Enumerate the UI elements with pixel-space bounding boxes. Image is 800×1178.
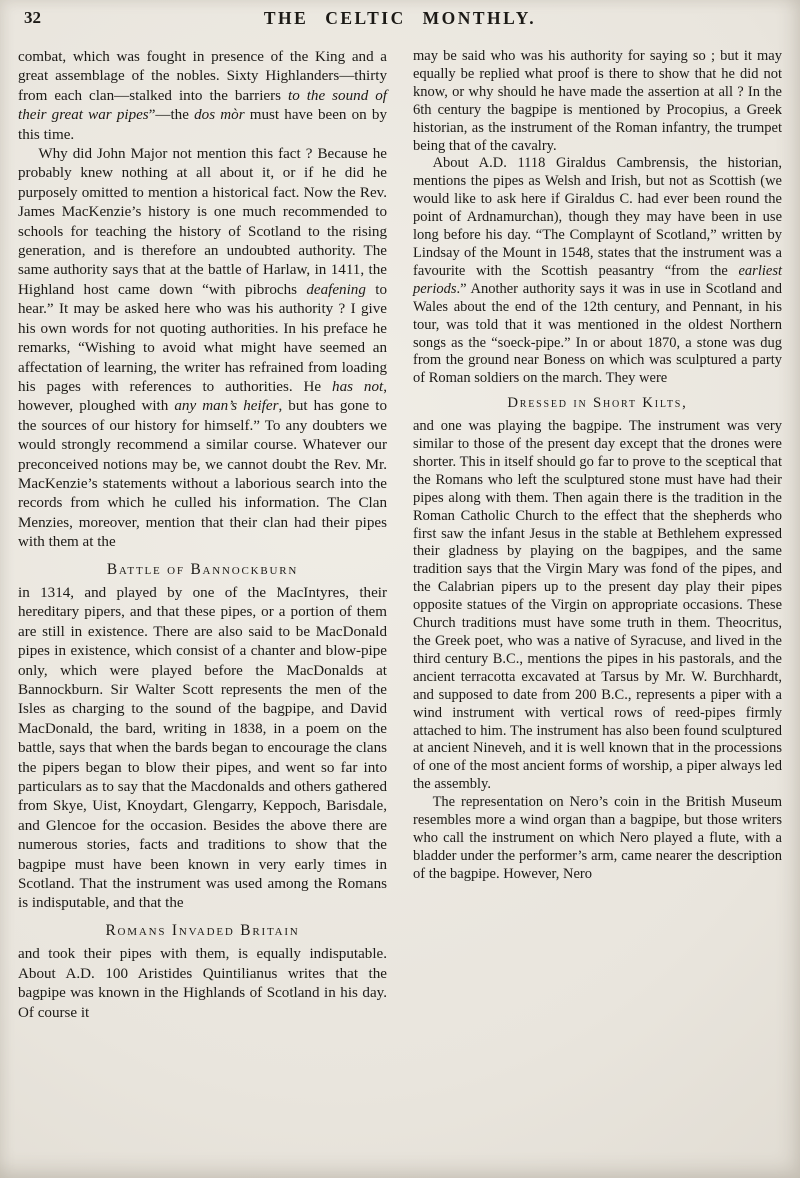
page-title: THE CELTIC MONTHLY. [263,8,537,28]
italic-text: deafening [306,281,366,298]
paragraph: About A.D. 1118 Giraldus Cambrensis, the historian, mentions the pipes as Welsh and Irish, but not as Scottish (we would like to ask here if Giraldus C. had ever been round the point of Ardnamurchan), though they may have been in use long before his day. “The Complaynt of Scotland,” written by Lindsay of the Mount in 1548, states that the instrument was a favourite with the Scottish peasantry “from the earliest periods.” Another authority says it was in use in Scotland and Wales about the end of the 12th century, and Pennant, in his tour, was told that it was mentioned in the oldest Northern songs as the “soeck-pipe.” In or about 1870, a stone was dug from the ground near Boness on which was sculptured a party of Roman soldiers on the march. They were [413,155,782,387]
two-column-body [0,42,800,1023]
section-heading: Romans Invaded Britain [105,921,300,939]
page-header [0,0,800,42]
italic-text: dos mòr [194,107,245,124]
italic-text: to the sound of their great war pipes [18,87,387,124]
left-column [18,48,387,1023]
right-column [413,48,782,1023]
page-number: 32 [24,8,41,27]
italic-text: earliest periods [413,262,782,297]
paragraph: The representation on Nero’s coin in the British Museum resembles more a wind organ than a bagpipe, but those writers who call the instrument on which Nero played a flute, with a bladder under the performer’s arm, came nearer the description of the bagpipe. However, Nero [413,794,782,882]
paragraph: in 1314, and played by one of the MacIntyres, their hereditary pipers, and that these pipes, or a portion of them are still in existence. There are also said to be MacDonald pipes in existence, which consist of a chanter and blow-pipe only, which were played before the MacDonalds at Bannockburn. Sir Walter Scott represents the men of the Isles as charging to the sound of the bagpipe, and David MacDonald, the bard, writing in 1838, in a poem on the battle, says that when the bards began to encourage the clans the pipers began to blow their pipes, and went so far into particulars as to say that the Macdonalds and others gathered from Skye, Uist, Knoydart, Glengarry, Keppoch, Barisdale, and Glencoe for the occasion. Besides the above there are numerous stories, facts and traditions to show that the bagpipe must have been known in very early times in Scotland. That the instrument was used among the Romans is indisputable, and that the [18,584,387,912]
paragraph: may be said who was his authority for saying so ; but it may equally be replied what proof is there to show that he did not know, or why should he have made the assertion at all ? In the 6th century the bagpipe is mentioned by Procopius, a Greek historian, as the instrument of the Roman infantry, the trumpet being that of the cavalry. [413,48,782,154]
section-heading: Dressed in Short Kilts, [507,395,688,412]
paragraph: and took their pipes with them, is equally indisputable. About A.D. 100 Aristides Quintilianus writes that the bagpipe was known in the Highlands of Scotland in his day. Of course it [18,946,387,1021]
italic-text: any man’s heifer [174,398,279,415]
paragraph: and one was playing the bagpipe. The instrument was very similar to those of the present day except that the drones were shorter. This in itself should go far to prove to the sceptical that the Romans who left the sculptured stone must have had their pipes along with them. Then again there is the tradition in the Roman Catholic Church to the effect that the shepherds who first saw the infant Jesus in the stable at Bethlehem expressed their gladness by playing on the bagpipes, and the same tradition says that the Virgin Mary was fond of the pipes, and the Calabrian pipers up to the present day play their pipes opposite statues of the Virgin on appropriate occasions. These Church traditions must have some truth in them. Theocritus, the Greek poet, who was a native of Syracuse, and lived in the third century B.C., mentions the pipes in his pastorals, and the ancient terracotta excavated at Tarsus by Mr. W. Burchhardt, and supposed to date from 200 B.C., represents a piper with a wind instrument with vertical rows of reed-pipes firmly attached to him. The instrument has also been found sculptured at ancient Nineveh, and it is well known that in the processions of one of the most ancient forms of worship, a piper always led the assembly. [413,418,782,793]
section-heading: Battle of Bannockburn [106,560,299,578]
paragraph: combat, which was fought in presence of the King and a great assemblage of the nobles. Sixty Highlanders—thirty from each clan—stalked into the barriers to the sound of their great war pipes”—the dos mòr must have been on by this time. [18,49,387,143]
paragraph: Why did John Major not mention this fact ? Because he probably knew nothing at all about it, or if he did he purposely omitted to mention a historical fact. Now the Rev. James MacKenzie’s history is one much recommended to schools for teaching the history of Scotland to the rising generation, and is therefore an undoubted authority. The same authority says that at the battle of Harlaw, in 1411, the Highland host came down “with pibrochs deafening to hear.” It may be asked here who was his authority ? I give his own words for not quoting authorities. In his preface he remarks, “Wishing to avoid what might have seemed an affectation of learning, the writer has refrained from loading his pages with references to authorities. He has not, however, ploughed with any man’s heifer, but has gone to the sources of our history for himself.” To any doubters we would strongly recommend a similar course. Whatever our preconceived notions may be, we cannot doubt the Rev. Mr. MacKenzie’s statements without a laborious search into the records from which he culled his information. The Clan Menzies, moreover, mention that their clan had their pipes with them at the [18,146,388,551]
italic-text: has not [332,378,384,395]
